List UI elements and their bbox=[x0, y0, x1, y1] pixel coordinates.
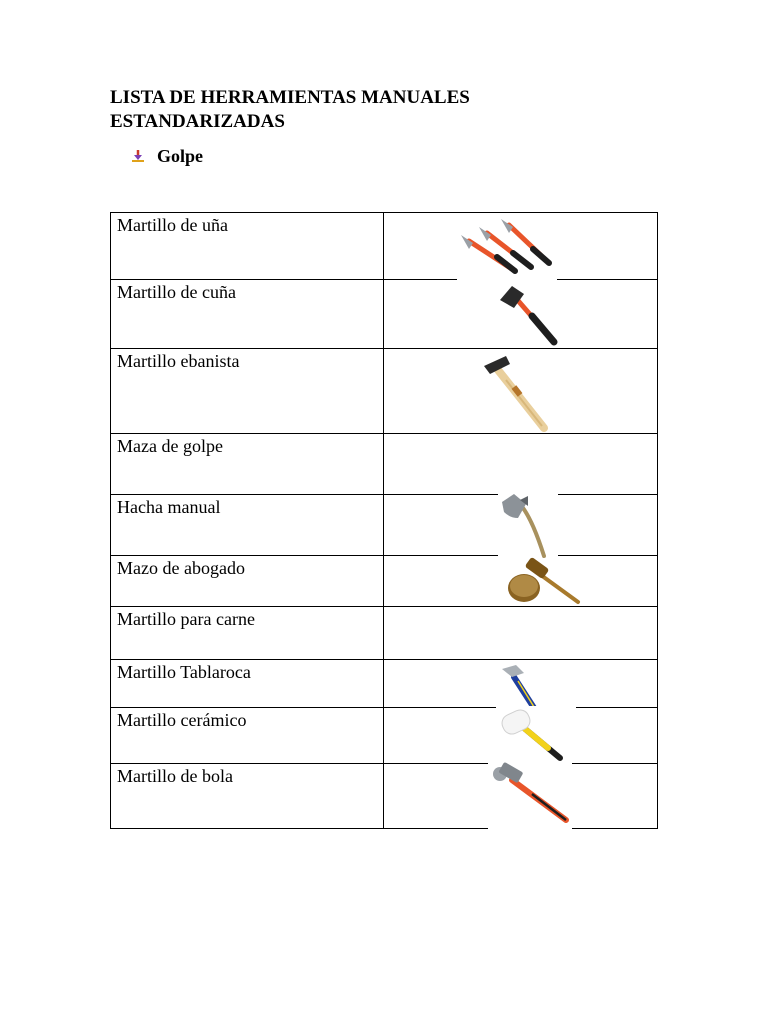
tool-name: Martillo Tablaroca bbox=[111, 660, 384, 708]
tool-name: Mazo de abogado bbox=[111, 556, 384, 607]
tool-image-cell bbox=[384, 556, 658, 607]
tool-image-cell bbox=[384, 660, 658, 708]
tool-image-cell bbox=[384, 495, 658, 556]
tool-name: Maza de golpe bbox=[111, 434, 384, 495]
tool-name: Martillo ebanista bbox=[111, 349, 384, 434]
tool-image-cell bbox=[384, 280, 658, 349]
cabinetmaker-hammer-image bbox=[480, 352, 560, 432]
table-row bbox=[111, 607, 658, 660]
tool-image-cell bbox=[384, 708, 658, 764]
rubber-mallet-image bbox=[496, 706, 576, 762]
table-row bbox=[111, 495, 658, 556]
tool-name: Martillo cerámico bbox=[111, 708, 384, 764]
table-row bbox=[111, 349, 658, 434]
claw-hammer-set-image bbox=[457, 213, 557, 283]
tool-name: Hacha manual bbox=[111, 495, 384, 556]
tools-table bbox=[110, 212, 658, 829]
table-row bbox=[111, 660, 658, 708]
tool-name: Martillo para carne bbox=[111, 607, 384, 660]
table-row bbox=[111, 764, 658, 829]
tool-name: Martillo de cuña bbox=[111, 280, 384, 349]
table-row bbox=[111, 708, 658, 764]
ball-peen-hammer-image bbox=[488, 762, 572, 830]
table-row bbox=[111, 434, 658, 495]
hand-axe-image bbox=[498, 492, 558, 558]
gavel-image bbox=[504, 556, 584, 606]
tool-image-cell bbox=[384, 607, 658, 660]
table-row bbox=[111, 280, 658, 349]
title-line-1: LISTA DE HERRAMIENTAS MANUALES bbox=[110, 87, 470, 108]
tool-image-cell bbox=[384, 434, 658, 495]
tool-name: Martillo de uña bbox=[111, 213, 384, 280]
table-row bbox=[111, 213, 658, 280]
tool-image-cell bbox=[384, 349, 658, 434]
bullet-arrow-icon bbox=[131, 149, 145, 163]
tool-name: Martillo de bola bbox=[111, 764, 384, 829]
document-title bbox=[110, 86, 670, 134]
section-heading bbox=[131, 145, 203, 167]
section-title: Golpe bbox=[157, 145, 204, 166]
tool-image-cell bbox=[384, 213, 658, 280]
tool-image-cell bbox=[384, 764, 658, 829]
table-row bbox=[111, 556, 658, 607]
wedge-hammer-image bbox=[492, 282, 562, 348]
title-line-2: ESTANDARIZADAS bbox=[110, 111, 285, 132]
